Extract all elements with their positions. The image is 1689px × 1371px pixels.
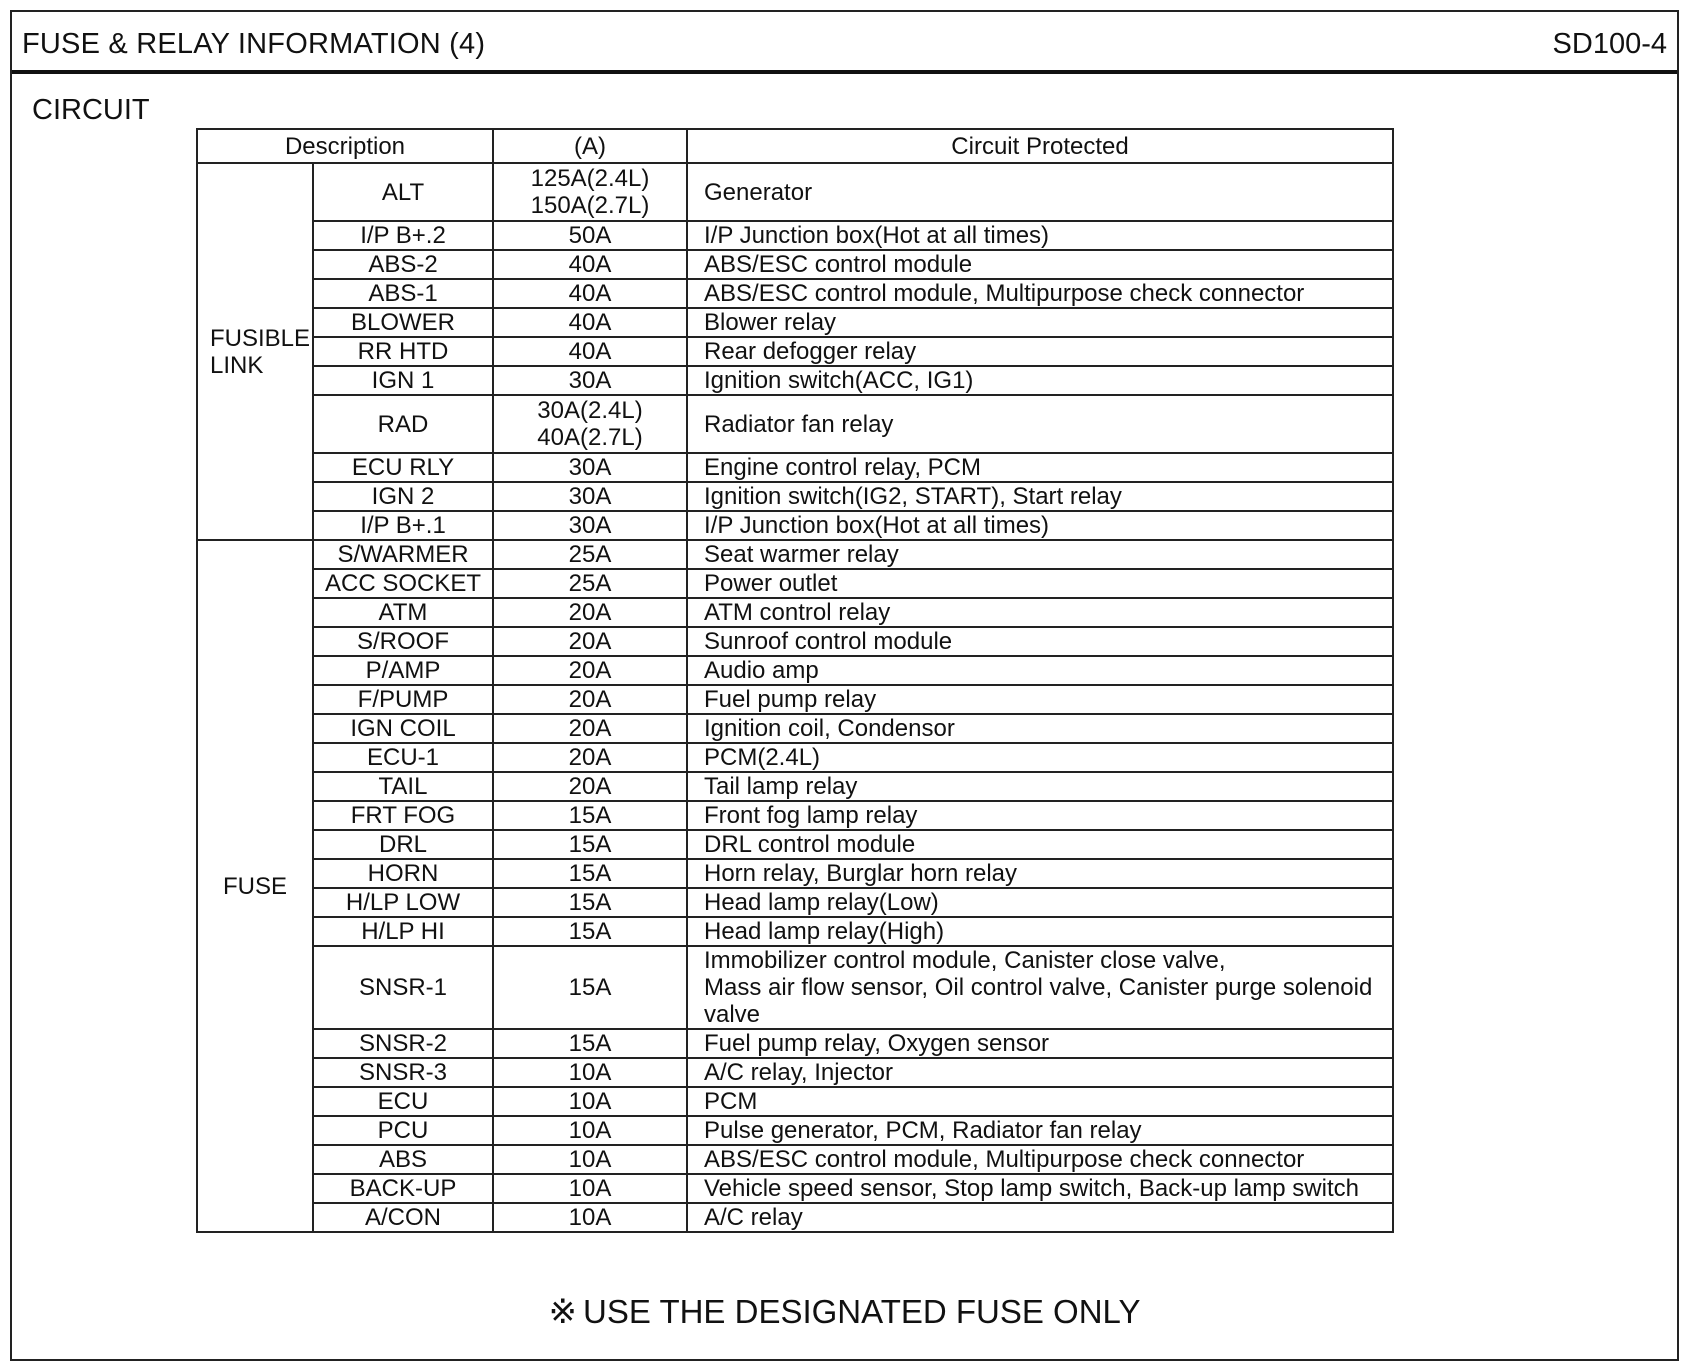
table-header-row xyxy=(197,129,1393,163)
table-row xyxy=(197,337,1393,366)
fuse-amperage: 125A(2.4L) 150A(2.7L) xyxy=(493,163,687,221)
fuse-description: FRT FOG xyxy=(313,801,493,830)
group-label: FUSIBLE LINK xyxy=(197,163,313,540)
circuit-protected: ABS/ESC control module xyxy=(687,250,1393,279)
fuse-description: RR HTD xyxy=(313,337,493,366)
fuse-amperage: 40A xyxy=(493,337,687,366)
table-row xyxy=(197,1029,1393,1058)
table-row xyxy=(197,540,1393,569)
document-code: SD100-4 xyxy=(1552,28,1667,60)
circuit-protected: Front fog lamp relay xyxy=(687,801,1393,830)
circuit-protected: Immobilizer control module, Canister close valve, Mass air flow sensor, Oil control valve, Canister purge solenoid valve xyxy=(687,946,1393,1029)
circuit-protected: Radiator fan relay xyxy=(687,395,1393,453)
circuit-protected: Engine control relay, PCM xyxy=(687,453,1393,482)
document-title: FUSE & RELAY INFORMATION (4) xyxy=(22,28,486,60)
fuse-amperage: 20A xyxy=(493,743,687,772)
fuse-amperage: 15A xyxy=(493,830,687,859)
fuse-description: ACC SOCKET xyxy=(313,569,493,598)
table-row xyxy=(197,1058,1393,1087)
circuit-protected: Seat warmer relay xyxy=(687,540,1393,569)
circuit-protected: Blower relay xyxy=(687,308,1393,337)
table-row xyxy=(197,917,1393,946)
fuse-description: IGN COIL xyxy=(313,714,493,743)
column-header-description: Description xyxy=(197,129,493,163)
fuse-description: S/WARMER xyxy=(313,540,493,569)
table-row xyxy=(197,308,1393,337)
table-row xyxy=(197,366,1393,395)
table-row xyxy=(197,656,1393,685)
fuse-amperage: 30A xyxy=(493,482,687,511)
fuse-description: ECU xyxy=(313,1087,493,1116)
page-header xyxy=(12,12,1677,74)
circuit-protected: Rear defogger relay xyxy=(687,337,1393,366)
table-row xyxy=(197,1174,1393,1203)
circuit-protected: Vehicle speed sensor, Stop lamp switch, Back-up lamp switch xyxy=(687,1174,1393,1203)
fuse-amperage: 15A xyxy=(493,917,687,946)
section-title: CIRCUIT xyxy=(32,94,150,126)
fuse-description: DRL xyxy=(313,830,493,859)
fuse-description: PCU xyxy=(313,1116,493,1145)
fuse-description: ATM xyxy=(313,598,493,627)
table-row xyxy=(197,859,1393,888)
fuse-description: S/ROOF xyxy=(313,627,493,656)
fuse-amperage: 20A xyxy=(493,656,687,685)
fuse-amperage: 10A xyxy=(493,1145,687,1174)
circuit-protected: A/C relay, Injector xyxy=(687,1058,1393,1087)
circuit-protected: Ignition switch(ACC, IG1) xyxy=(687,366,1393,395)
fuse-description: ABS-1 xyxy=(313,279,493,308)
fuse-amperage: 10A xyxy=(493,1058,687,1087)
fuse-description: SNSR-2 xyxy=(313,1029,493,1058)
fuse-amperage: 10A xyxy=(493,1116,687,1145)
fuse-amperage: 20A xyxy=(493,772,687,801)
table-body xyxy=(197,163,1393,1232)
table-row xyxy=(197,453,1393,482)
reference-mark-icon: ※ xyxy=(548,1293,578,1331)
fuse-amperage: 40A xyxy=(493,250,687,279)
circuit-protected: Ignition switch(IG2, START), Start relay xyxy=(687,482,1393,511)
circuit-protected: Sunroof control module xyxy=(687,627,1393,656)
fuse-amperage: 30A(2.4L) 40A(2.7L) xyxy=(493,395,687,453)
fuse-amperage: 30A xyxy=(493,366,687,395)
table-row xyxy=(197,163,1393,221)
circuit-protected: Generator xyxy=(687,163,1393,221)
table-row xyxy=(197,743,1393,772)
fuse-description: ABS-2 xyxy=(313,250,493,279)
circuit-protected: I/P Junction box(Hot at all times) xyxy=(687,221,1393,250)
fuse-description: H/LP HI xyxy=(313,917,493,946)
fuse-amperage: 50A xyxy=(493,221,687,250)
fuse-amperage: 25A xyxy=(493,540,687,569)
circuit-protected: I/P Junction box(Hot at all times) xyxy=(687,511,1393,540)
fuse-amperage: 15A xyxy=(493,1029,687,1058)
table-row xyxy=(197,946,1393,1029)
circuit-protected: Audio amp xyxy=(687,656,1393,685)
fuse-amperage: 40A xyxy=(493,279,687,308)
fuse-description: BLOWER xyxy=(313,308,493,337)
circuit-protected: PCM(2.4L) xyxy=(687,743,1393,772)
fuse-amperage: 40A xyxy=(493,308,687,337)
column-header-circuit: Circuit Protected xyxy=(687,129,1393,163)
fuse-amperage: 15A xyxy=(493,859,687,888)
table-row xyxy=(197,279,1393,308)
circuit-protected: Tail lamp relay xyxy=(687,772,1393,801)
circuit-protected: Head lamp relay(Low) xyxy=(687,888,1393,917)
fuse-amperage: 10A xyxy=(493,1087,687,1116)
footer-note xyxy=(0,1292,1689,1332)
fuse-amperage: 20A xyxy=(493,598,687,627)
fuse-description: ALT xyxy=(313,163,493,221)
table-row xyxy=(197,830,1393,859)
circuit-protected: Power outlet xyxy=(687,569,1393,598)
fuse-description: H/LP LOW xyxy=(313,888,493,917)
column-header-amperage: (A) xyxy=(493,129,687,163)
circuit-protected: Head lamp relay(High) xyxy=(687,917,1393,946)
fuse-description: SNSR-1 xyxy=(313,946,493,1029)
fuse-amperage: 15A xyxy=(493,888,687,917)
circuit-protected: ABS/ESC control module, Multipurpose check connector xyxy=(687,279,1393,308)
fuse-description: IGN 1 xyxy=(313,366,493,395)
fuse-amperage: 10A xyxy=(493,1174,687,1203)
fuse-description: I/P B+.2 xyxy=(313,221,493,250)
fuse-amperage: 15A xyxy=(493,946,687,1029)
fuse-description: RAD xyxy=(313,395,493,453)
fuse-amperage: 30A xyxy=(493,511,687,540)
table-row xyxy=(197,598,1393,627)
table-row xyxy=(197,1145,1393,1174)
circuit-protected: A/C relay xyxy=(687,1203,1393,1232)
circuit-protected: DRL control module xyxy=(687,830,1393,859)
table-row xyxy=(197,482,1393,511)
fuse-description: ABS xyxy=(313,1145,493,1174)
circuit-protected: PCM xyxy=(687,1087,1393,1116)
fuse-description: ECU RLY xyxy=(313,453,493,482)
fuse-description: P/AMP xyxy=(313,656,493,685)
circuit-protected: Fuel pump relay xyxy=(687,685,1393,714)
fuse-description: BACK-UP xyxy=(313,1174,493,1203)
fuse-amperage: 20A xyxy=(493,714,687,743)
table-row xyxy=(197,1116,1393,1145)
table-row xyxy=(197,627,1393,656)
fuse-description: IGN 2 xyxy=(313,482,493,511)
fuse-amperage: 20A xyxy=(493,685,687,714)
table-row xyxy=(197,888,1393,917)
circuit-protected: Horn relay, Burglar horn relay xyxy=(687,859,1393,888)
group-label: FUSE xyxy=(197,540,313,1232)
circuit-protected: ATM control relay xyxy=(687,598,1393,627)
circuit-protected: Ignition coil, Condensor xyxy=(687,714,1393,743)
circuit-protected: ABS/ESC control module, Multipurpose check connector xyxy=(687,1145,1393,1174)
table-row xyxy=(197,1087,1393,1116)
fuse-relay-table xyxy=(196,128,1394,1233)
fuse-amperage: 25A xyxy=(493,569,687,598)
fuse-amperage: 30A xyxy=(493,453,687,482)
fuse-amperage: 15A xyxy=(493,801,687,830)
circuit-protected: Pulse generator, PCM, Radiator fan relay xyxy=(687,1116,1393,1145)
table-row xyxy=(197,772,1393,801)
fuse-description: F/PUMP xyxy=(313,685,493,714)
fuse-description: TAIL xyxy=(313,772,493,801)
table-row xyxy=(197,511,1393,540)
table-row xyxy=(197,714,1393,743)
fuse-amperage: 10A xyxy=(493,1203,687,1232)
fuse-description: SNSR-3 xyxy=(313,1058,493,1087)
circuit-protected: Fuel pump relay, Oxygen sensor xyxy=(687,1029,1393,1058)
table-row xyxy=(197,250,1393,279)
fuse-description: HORN xyxy=(313,859,493,888)
table-row xyxy=(197,569,1393,598)
table-row xyxy=(197,685,1393,714)
fuse-description: ECU-1 xyxy=(313,743,493,772)
fuse-description: A/CON xyxy=(313,1203,493,1232)
table-row xyxy=(197,801,1393,830)
table-row xyxy=(197,221,1393,250)
footer-note-text: USE THE DESIGNATED FUSE ONLY xyxy=(583,1293,1141,1330)
table-row xyxy=(197,395,1393,453)
fuse-amperage: 20A xyxy=(493,627,687,656)
table-row xyxy=(197,1203,1393,1232)
fuse-description: I/P B+.1 xyxy=(313,511,493,540)
